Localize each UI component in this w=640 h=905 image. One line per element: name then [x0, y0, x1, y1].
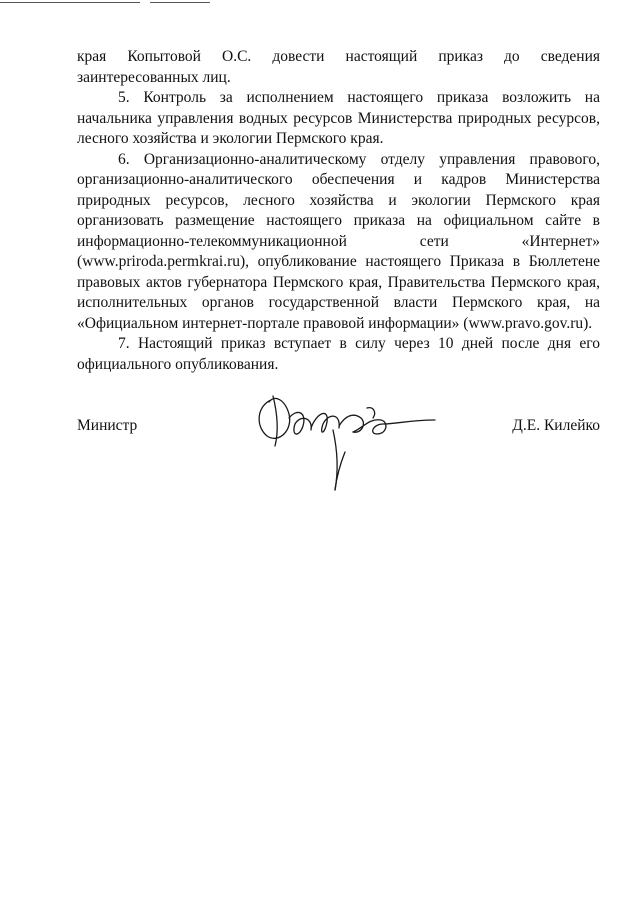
- paragraph-continuation: края Копытовой О.С. довести настоящий приказ до сведения заинтересованных лиц.: [77, 48, 600, 86]
- signatory-role: Министр: [77, 417, 138, 434]
- top-rule-segment: [0, 2, 140, 3]
- paragraph-item-7: 7. Настоящий приказ вступает в силу через 10 дней после дня его официального опубликования.: [77, 335, 600, 373]
- signature-block: [77, 378, 600, 498]
- signatory-name: Д.Е. Килейко: [512, 417, 600, 434]
- top-rule: [0, 0, 640, 6]
- document-body: [77, 47, 600, 375]
- handwritten-signature: [249, 378, 439, 496]
- paragraph-item-6: 6. Организационно-аналитическому отделу управления правового, организационно-аналитического обеспечения и кадров Министерства природных ресурсов, лесного хозяйства и экологии Пермского края организовать размещение настоящего приказа на официальном сайте в информационно-телекоммуникационной сети «Интернет» (www.priroda.permkrai.ru), опубликование настоящего Приказа в Бюллетене правовых актов губернатора Пермского края, Правительства Пермского края, исполнительных органов государственной власти Пермского края, на «Официальном интернет-портале правовой информации» (www.pravo.gov.ru).: [77, 150, 600, 332]
- paragraph-item-5: 5. Контроль за исполнением настоящего приказа возложить на начальника управления водных ресурсов Министерства природных ресурсов, лесного хозяйства и экологии Пермского края.: [77, 89, 600, 147]
- top-rule-segment: [150, 2, 210, 3]
